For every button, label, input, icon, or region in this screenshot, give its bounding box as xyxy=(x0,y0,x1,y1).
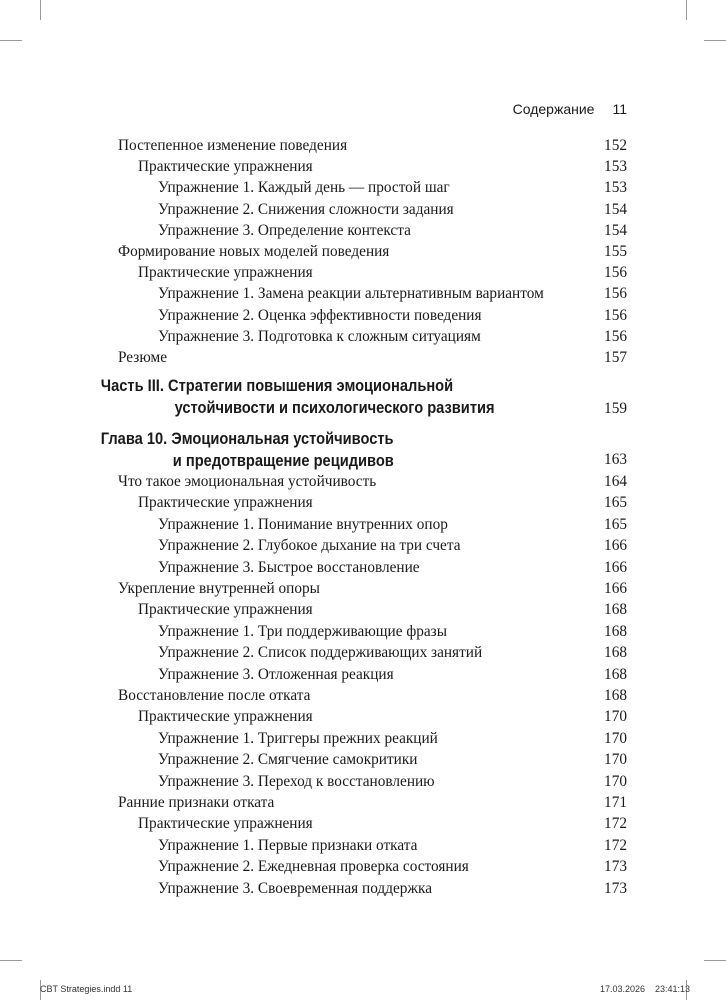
toc-entry-page-number: 156 xyxy=(604,306,627,324)
chapter-heading-line-2: и предотвращение рецидивов xyxy=(172,452,394,470)
toc-entry-page-number: 164 xyxy=(604,473,627,490)
toc-entry-page-number: 152 xyxy=(604,137,627,154)
toc-entry-page-number: 168 xyxy=(604,665,627,683)
running-head-page-number: 11 xyxy=(612,101,627,117)
toc-entry-page-number: 153 xyxy=(604,158,627,176)
crop-mark-left-top xyxy=(0,40,22,41)
toc-entry-page-number: 166 xyxy=(604,537,627,555)
running-head xyxy=(0,101,627,117)
toc-entry-page-number: 154 xyxy=(604,200,627,218)
toc-entry-level-1 xyxy=(0,347,627,368)
toc-entry-title: Что такое эмоциональная устойчивость xyxy=(118,473,377,490)
part-page-number: 159 xyxy=(604,400,627,417)
toc-entry-level-3 xyxy=(0,664,627,685)
chapter-page-number: 163 xyxy=(604,451,627,468)
toc-entry-level-3 xyxy=(0,728,627,749)
toc-entry-level-3 xyxy=(0,326,627,347)
toc-entry-level-1 xyxy=(0,135,627,156)
toc-entry-title: Ранние признаки отката xyxy=(118,794,275,811)
toc-entry-title: Практические упражнения xyxy=(138,815,313,833)
toc-entry-page-number: 170 xyxy=(604,708,627,726)
footer-date: 17.03.2026 xyxy=(600,984,646,994)
toc-entry-title: Упражнение 2. Смягчение самокритики xyxy=(158,751,418,769)
part-heading-line-2: устойчивости и психологического развития xyxy=(174,399,495,417)
toc-entry-level-3 xyxy=(0,878,627,899)
toc-entry-level-3 xyxy=(0,771,627,792)
toc-entry-page-number: 170 xyxy=(604,729,627,747)
toc-entry-title: Упражнение 3. Отложенная реакция xyxy=(158,665,394,683)
toc-entry-page-number: 172 xyxy=(604,836,627,854)
toc-entry-level-1 xyxy=(0,578,627,599)
toc-entry-level-2 xyxy=(0,706,627,727)
toc-entry-title: Упражнение 1. Первые признаки отката xyxy=(158,836,418,854)
chapter-heading-line-1: Глава 10. Эмоциональная устойчивость xyxy=(100,430,394,448)
toc-entry-level-3 xyxy=(0,177,627,198)
toc-entry-page-number: 156 xyxy=(604,327,627,345)
toc-entry-level-3 xyxy=(0,835,627,856)
toc-entry-page-number: 173 xyxy=(604,858,627,876)
crop-mark-right-bottom xyxy=(704,960,726,961)
footer-file-name: CBT Strategies.indd 11 xyxy=(40,984,133,994)
toc-entry-level-3 xyxy=(0,749,627,770)
toc-entry-title: Восстановление после отката xyxy=(118,687,311,704)
toc-entry-title: Упражнение 1. Понимание внутренних опор xyxy=(158,515,448,533)
toc-entry-title: Упражнение 2. Ежедневная проверка состояния xyxy=(158,858,469,876)
toc-entry-level-3 xyxy=(0,514,627,535)
toc-entry-page-number: 165 xyxy=(604,494,627,512)
crop-mark-left-bottom xyxy=(0,960,22,961)
toc-entry-title: Практические упражнения xyxy=(138,494,313,512)
toc-entry-title: Практические упражнения xyxy=(138,601,313,619)
toc-entry-title: Упражнение 3. Своевременная поддержка xyxy=(158,879,432,897)
toc-entry-level-2 xyxy=(0,156,627,177)
crop-mark-top-left xyxy=(40,0,41,20)
toc-entry-title: Упражнение 3. Определение контекста xyxy=(158,221,411,239)
toc-entry-page-number: 154 xyxy=(604,221,627,239)
toc-entry-title: Практические упражнения xyxy=(138,264,313,282)
toc-entry-page-number: 168 xyxy=(604,644,627,662)
part-page-number-row xyxy=(0,398,627,419)
toc-entry-page-number: 165 xyxy=(604,515,627,533)
toc-entry-title: Упражнение 1. Триггеры прежних реакций xyxy=(158,729,438,747)
toc-entry-level-1 xyxy=(0,241,627,262)
toc-entry-title: Упражнение 3. Переход к восстановлению xyxy=(158,772,435,790)
toc-entry-level-2 xyxy=(0,262,627,283)
toc-entry-level-2 xyxy=(0,599,627,620)
toc-entry-title: Упражнение 2. Список поддерживающих занятий xyxy=(158,644,483,662)
toc-entry-level-3 xyxy=(0,642,627,663)
toc-entry-level-1 xyxy=(0,471,627,492)
toc-entry-page-number: 166 xyxy=(604,580,627,597)
toc-entry-title: Постепенное изменение поведения xyxy=(118,137,348,154)
toc-entry-level-3 xyxy=(0,199,627,220)
toc-entry-level-2 xyxy=(0,813,627,834)
toc-entry-page-number: 168 xyxy=(604,687,627,704)
toc-entry-page-number: 156 xyxy=(604,264,627,282)
toc-entry-page-number: 153 xyxy=(604,179,627,197)
toc-entry-level-3 xyxy=(0,535,627,556)
toc-entry-page-number: 171 xyxy=(604,794,627,811)
toc-entry-title: Укрепление внутренней опоры xyxy=(118,580,320,597)
toc-entry-level-2 xyxy=(0,492,627,513)
toc-entry-title: Практические упражнения xyxy=(138,158,313,176)
toc-entry-title: Упражнение 1. Замена реакции альтернативным вариантом xyxy=(158,285,544,303)
toc-entry-page-number: 168 xyxy=(604,622,627,640)
toc-entry-page-number: 170 xyxy=(604,772,627,790)
toc-entry-level-3 xyxy=(0,856,627,877)
toc-entry-title: Упражнение 1. Каждый день — простой шаг xyxy=(158,179,450,197)
toc-entry-page-number: 166 xyxy=(604,558,627,576)
toc-entry-level-3 xyxy=(0,621,627,642)
running-head-title: Содержание xyxy=(512,101,595,117)
toc-entry-page-number: 173 xyxy=(604,879,627,897)
toc-entry-title: Упражнение 3. Быстрое восстановление xyxy=(158,558,420,576)
toc-entry-title: Резюме xyxy=(118,349,168,366)
toc-entry-level-3 xyxy=(0,283,627,304)
toc-entry-title: Упражнение 1. Три поддерживающие фразы xyxy=(158,622,447,640)
crop-mark-right-top xyxy=(704,40,726,41)
toc-entry-title: Формирование новых моделей поведения xyxy=(118,243,390,260)
toc-entry-title: Упражнение 2. Глубокое дыхание на три счета xyxy=(158,537,461,555)
toc-entry-level-3 xyxy=(0,557,627,578)
toc-entry-title: Упражнение 3. Подготовка к сложным ситуациям xyxy=(158,327,481,345)
toc-entry-title: Упражнение 2. Оценка эффективности поведения xyxy=(158,306,482,324)
toc-entry-page-number: 156 xyxy=(604,285,627,303)
toc-entry-level-3 xyxy=(0,305,627,326)
toc-entry-level-3 xyxy=(0,220,627,241)
toc-entry-page-number: 168 xyxy=(604,601,627,619)
toc-entry-level-1 xyxy=(0,792,627,813)
toc-entry-level-1 xyxy=(0,685,627,706)
toc-entry-page-number: 155 xyxy=(604,243,627,260)
toc-entry-title: Практические упражнения xyxy=(138,708,313,726)
toc-entry-page-number: 170 xyxy=(604,751,627,769)
toc-entry-title: Упражнение 2. Снижения сложности задания xyxy=(158,200,454,218)
toc-entry-page-number: 157 xyxy=(604,349,627,366)
footer-time: 23:41:13 xyxy=(655,984,691,994)
part-heading-line-1: Часть III. Стратегии повышения эмоциональной xyxy=(100,377,454,395)
toc-entry-page-number: 172 xyxy=(604,815,627,833)
chapter-page-number-row xyxy=(0,449,627,470)
crop-mark-top-right xyxy=(686,0,687,20)
